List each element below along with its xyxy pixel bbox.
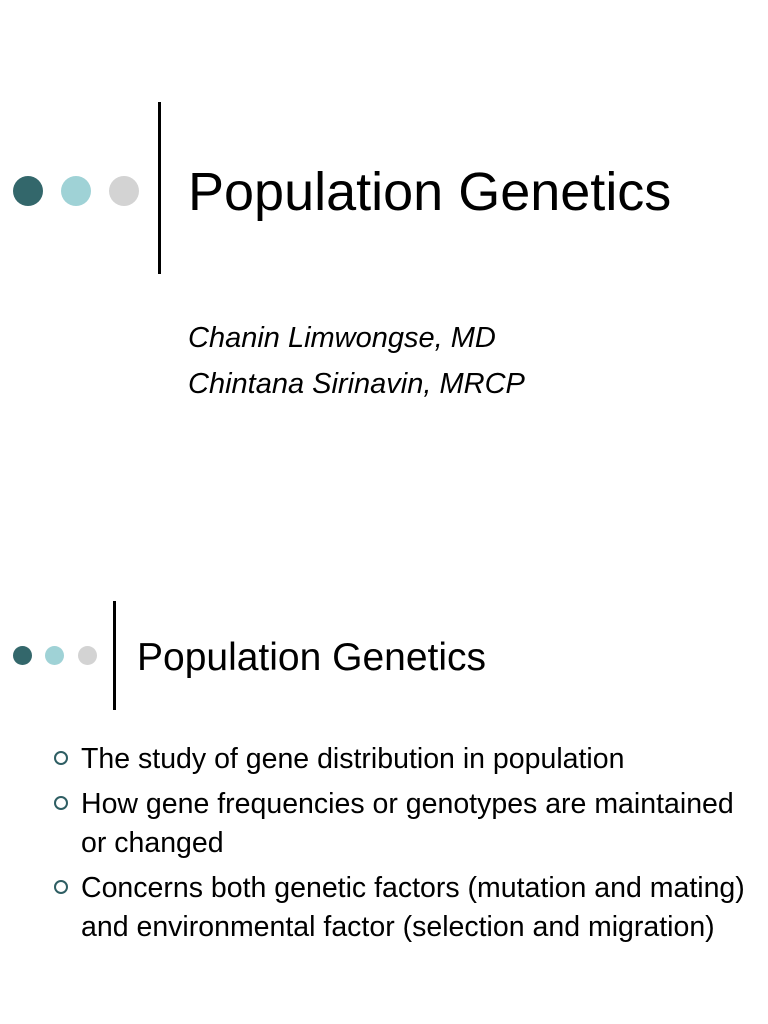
slide-title: Population Genetics	[188, 162, 672, 222]
light-teal-dot-icon	[45, 646, 64, 665]
title-divider-line	[158, 102, 161, 274]
gray-dot-icon	[109, 176, 139, 206]
bullet-text: How gene frequencies or genotypes are maintained or changed	[81, 788, 734, 859]
light-teal-dot-icon	[61, 176, 91, 206]
title-divider-line	[113, 601, 116, 710]
bullet-item	[54, 869, 754, 947]
author-line: Chanin Limwongse, MD	[188, 322, 496, 354]
slide-title: Population Genetics	[137, 636, 487, 679]
hollow-circle-bullet-icon	[54, 796, 68, 810]
bullet-text: Concerns both genetic factors (mutation and mating) and environmental factor (selection and migration)	[81, 872, 745, 943]
bullet-list	[54, 740, 754, 953]
dark-teal-dot-icon	[13, 646, 32, 665]
gray-dot-icon	[78, 646, 97, 665]
bullet-text: The study of gene distribution in population	[81, 743, 625, 775]
bullet-item	[54, 740, 754, 779]
content-slide	[0, 512, 768, 1024]
hollow-circle-bullet-icon	[54, 751, 68, 765]
author-line: Chintana Sirinavin, MRCP	[188, 368, 525, 400]
hollow-circle-bullet-icon	[54, 880, 68, 894]
dark-teal-dot-icon	[13, 176, 43, 206]
bullet-item	[54, 785, 754, 863]
